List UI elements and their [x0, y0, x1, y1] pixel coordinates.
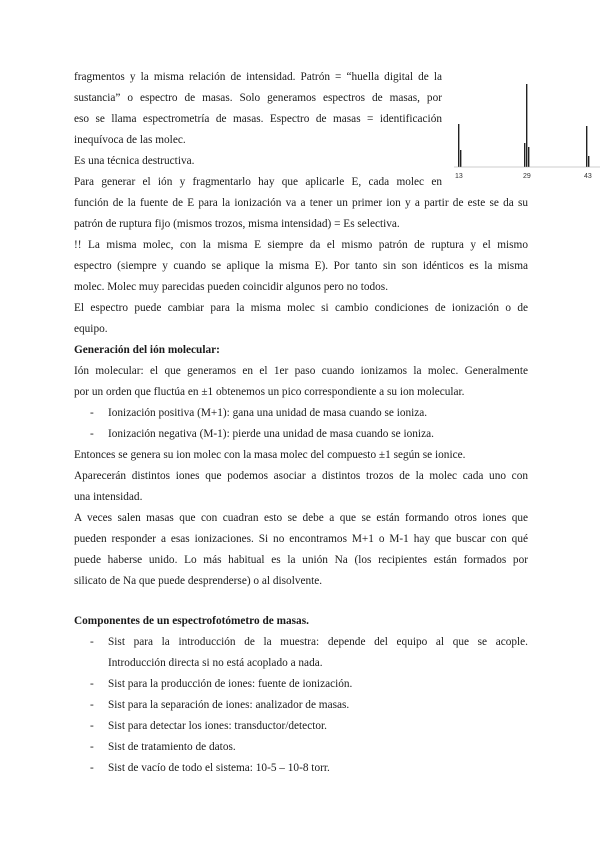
- text-line: una intensidad.: [74, 491, 143, 503]
- section-heading: Generación del ión molecular:: [74, 344, 220, 356]
- text-line: eso se llama espectrometría de masas. Espectro de masas = identificación: [74, 113, 442, 125]
- text-line: Es una técnica destructiva.: [74, 155, 195, 167]
- text-line: molec. Molec muy parecidas pueden coincidir algunos pero no todos.: [74, 281, 389, 293]
- text-line: pueden responder a esas ionizaciones. Si no encontramos M+1 o M-1 hay que buscar con qué: [74, 533, 528, 545]
- text-line: El espectro puede cambiar para la misma molec si cambio condiciones de ionización o de: [74, 302, 528, 314]
- text-line: puede haberse unido. Lo más habitual es la unión Na (los recipientes están formados por: [74, 554, 528, 566]
- text-line: patrón de ruptura fijo (mismos trozos, misma intensidad) = Es selectiva.: [74, 218, 400, 230]
- text-line: por un orden que fluctúa en ±1 obtenemos un pico correspondiente a su ion molecular.: [74, 386, 465, 398]
- bullet-marker: -: [90, 762, 94, 774]
- list-item: Ionización negativa (M-1): pierde una unidad de masa cuando se ioniza.: [108, 428, 434, 440]
- bullet-marker: -: [90, 407, 94, 419]
- spectrum-peak: [588, 156, 589, 167]
- text-line: silicato de Na que puede desprenderse) o al disolvente.: [74, 575, 323, 587]
- spectrum-tick-label: 13: [455, 173, 463, 180]
- text-line: !! La misma molec, con la misma E siempre da el mismo patrón de ruptura y el mismo: [74, 239, 528, 251]
- text-line: A veces salen masas que con cuadran esto se debe a que se están formando otros iones que: [74, 512, 528, 524]
- text-line: equipo.: [74, 323, 108, 335]
- text-line: inequívoca de las molec.: [74, 134, 186, 146]
- section-heading: Componentes de un espectrofotómetro de masas.: [74, 615, 309, 627]
- text-line: Ión molecular: el que generamos en el 1er paso cuando ionizamos la molec. Generalmente: [74, 365, 528, 377]
- list-item: Ionización positiva (M+1): gana una unidad de masa cuando se ioniza.: [108, 407, 428, 419]
- text-line: fragmentos y la misma relación de intensidad. Patrón = “huella digital de la: [74, 71, 442, 83]
- text-line: Entonces se genera su ion molec con la masa molec del compuesto ±1 según se ionice.: [74, 449, 466, 461]
- spectrum-tick-label: 29: [523, 173, 531, 180]
- bullet-marker: -: [90, 678, 94, 690]
- text-line: espectro (siempre y cuando se aplique la misma E). Por tanto sin son idénticos es la misma: [74, 260, 528, 272]
- text-line: sustancia” o espectro de masas. Solo generamos espectros de masas, por: [74, 92, 442, 104]
- bullet-marker: -: [90, 636, 94, 648]
- bullet-marker: -: [90, 699, 94, 711]
- list-item: Sist de vacío de todo el sistema: 10-5 – 10-8 torr.: [108, 762, 330, 774]
- text-line: Aparecerán distintos iones que podemos asociar a distintos trozos de la molec cada uno con: [74, 470, 528, 482]
- list-item: Sist de tratamiento de datos.: [108, 741, 236, 753]
- spectrum-tick-label: 43: [584, 173, 592, 180]
- spectrum-peak: [586, 126, 587, 167]
- text-line: Para generar el ión y fragmentarlo hay que aplicarle E, cada molec en: [74, 176, 442, 188]
- spectrum-peak: [528, 147, 529, 167]
- list-item: Sist para la introducción de la muestra: depende del equipo al que se acople.: [108, 636, 528, 648]
- bullet-marker: -: [90, 720, 94, 732]
- bullet-marker: -: [90, 741, 94, 753]
- list-item: Sist para la producción de iones: fuente de ionización.: [108, 678, 353, 690]
- list-item: Sist para detectar los iones: transductor/detector.: [108, 720, 327, 732]
- list-item-continuation: Introducción directa si no está acoplado a nada.: [108, 657, 323, 669]
- bullet-marker: -: [90, 428, 94, 440]
- list-item: Sist para la separación de iones: analizador de masas.: [108, 699, 350, 711]
- text-line: función de la fuente de E para la ionización va a tener un primer ion y a partir de este se da su: [74, 197, 528, 209]
